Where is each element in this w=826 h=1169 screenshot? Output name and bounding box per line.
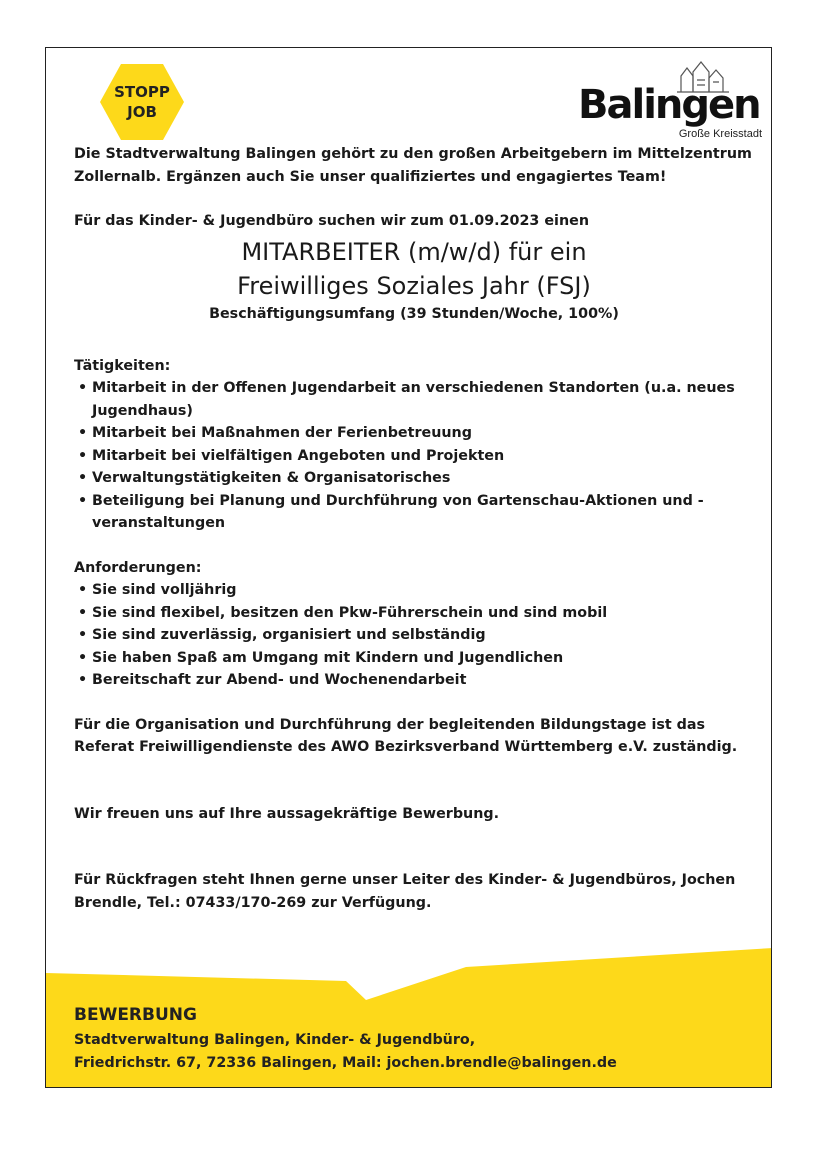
tasks-heading: Tätigkeiten: bbox=[74, 357, 171, 374]
badge-line-2: JOB bbox=[127, 103, 157, 121]
application-address-line-1: Stadtverwaltung Balingen, Kinder- & Jugendbüro, bbox=[74, 1032, 476, 1048]
list-item: • Sie sind volljährig bbox=[74, 579, 754, 602]
badge-line-1: STOPP bbox=[114, 83, 170, 101]
job-title bbox=[74, 235, 754, 303]
logo-wordmark: Balingen bbox=[578, 82, 760, 128]
closing-sentence: Wir freuen uns auf Ihre aussagekräftige Bewerbung. bbox=[74, 805, 500, 822]
list-item: • Verwaltungstätigkeiten & Organisatorisches bbox=[74, 467, 754, 490]
list-item: • Sie sind flexibel, besitzen den Pkw-Führerschein und sind mobil bbox=[74, 602, 754, 625]
application-title: BEWERBUNG bbox=[74, 1005, 197, 1025]
tasks-section bbox=[74, 355, 754, 535]
requirements-heading: Anforderungen: bbox=[74, 559, 202, 576]
list-item: • Sie sind zuverlässig, organisiert und selbständig bbox=[74, 624, 754, 647]
job-title-line-1: MITARBEITER (m/w/d) für ein bbox=[241, 237, 587, 266]
requirements-list bbox=[74, 579, 754, 692]
list-item: • Beteiligung bei Planung und Durchführung von Gartenschau-Aktionen und -veranstaltungen bbox=[74, 490, 754, 535]
employment-scope: Beschäftigungsumfang (39 Stunden/Woche, 100%) bbox=[209, 305, 619, 322]
lead-sentence: Für das Kinder- & Jugendbüro suchen wir zum 01.09.2023 einen bbox=[74, 213, 590, 229]
requirements-section bbox=[74, 557, 754, 692]
list-item: • Sie haben Spaß am Umgang mit Kindern und Jugendlichen bbox=[74, 647, 754, 670]
application-address-line-2: Friedrichstr. 67, 72336 Balingen, Mail: jochen.brendle@balingen.de bbox=[74, 1054, 617, 1071]
job-title-line-2: Freiwilliges Soziales Jahr (FSJ) bbox=[237, 271, 591, 300]
tasks-list bbox=[74, 377, 754, 535]
badge-text bbox=[100, 82, 184, 122]
job-posting-page bbox=[45, 47, 772, 1088]
balingen-logo bbox=[578, 60, 768, 140]
intro-paragraph: Die Stadtverwaltung Balingen gehört zu den großen Arbeitgebern im Mittelzentrum Zollernalb. Ergänzen auch Sie unser qualifiziertes und engagiertes Team! bbox=[74, 146, 752, 185]
list-item: • Mitarbeit bei Maßnahmen der Ferienbetreuung bbox=[74, 422, 754, 445]
application-info bbox=[74, 1003, 617, 1074]
main-content bbox=[74, 143, 754, 914]
logo-subtitle: Große Kreisstadt bbox=[678, 128, 762, 140]
list-item: • Bereitschaft zur Abend- und Wochenendarbeit bbox=[74, 669, 754, 692]
list-item: • Mitarbeit bei vielfältigen Angeboten und Projekten bbox=[74, 445, 754, 468]
education-paragraph: Für die Organisation und Durchführung der begleitenden Bildungstage ist das Referat Freiwilligendienste des AWO Bezirksverband Württemberg e.V. zuständig. bbox=[74, 716, 738, 755]
list-item: • Mitarbeit in der Offenen Jugendarbeit an verschiedenen Standorten (u.a. neues Jugendhaus) bbox=[74, 377, 754, 422]
contact-paragraph: Für Rückfragen steht Ihnen gerne unser Leiter des Kinder- & Jugendbüros, Jochen Brendle, Tel.: 07433/170-269 zur Verfügung. bbox=[74, 872, 736, 911]
stopp-job-badge bbox=[100, 64, 184, 140]
